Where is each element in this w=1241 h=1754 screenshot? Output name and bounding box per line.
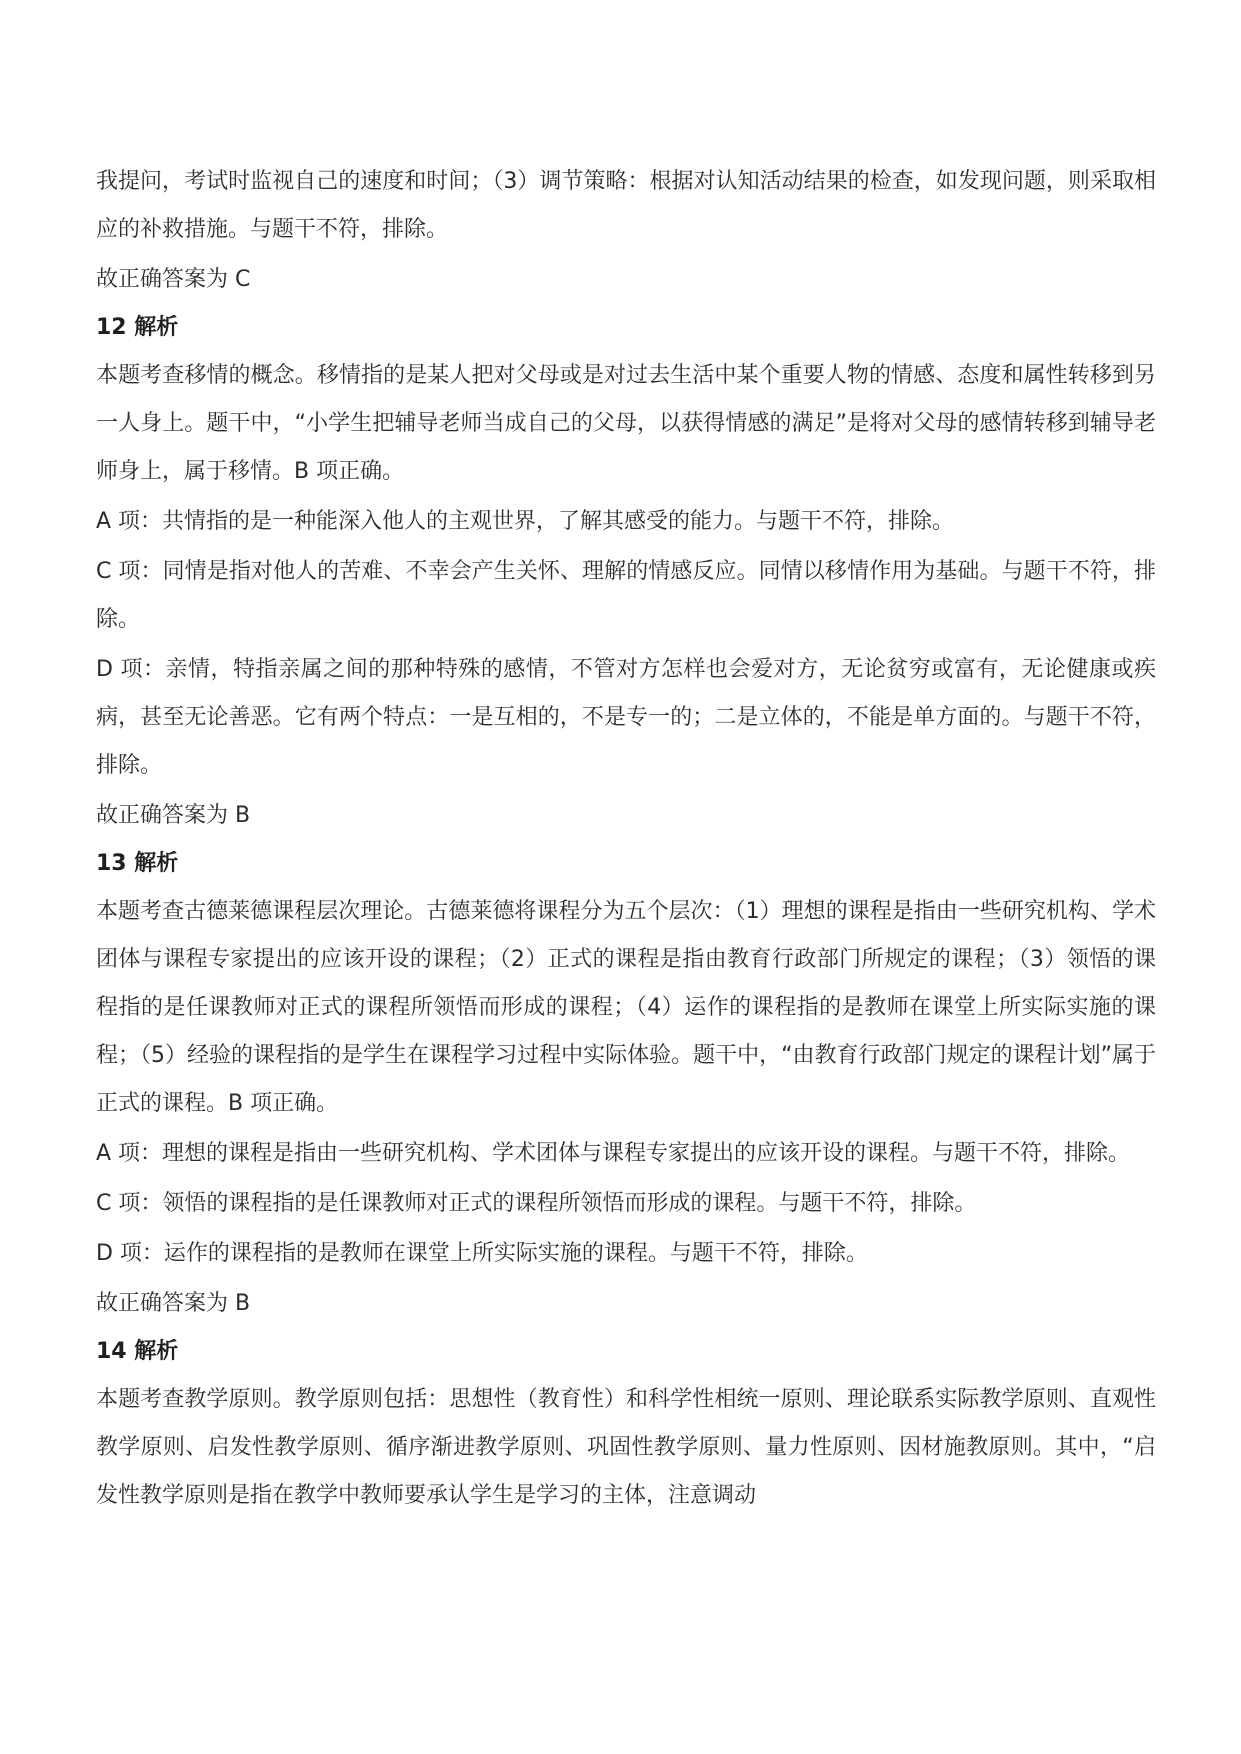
paragraph-continuation: 我提问，考试时监视自己的速度和时间；（3）调节策略：根据对认知活动结果的检查，如发现问题，则采取相应的补救措施。与题干不符，排除。 bbox=[96, 169, 1156, 242]
document-body bbox=[96, 158, 1156, 1522]
option-explanation: A 项：共情指的是一种能深入他人的主观世界，了解其感受的能力。与题干不符，排除。 bbox=[96, 509, 955, 534]
option-explanation: A 项：理想的课程是指由一些研究机构、学术团体与课程专家提出的应该开设的课程。与题干不符，排除。 bbox=[96, 1141, 1131, 1166]
answer-line: 故正确答案为 B bbox=[96, 1291, 251, 1316]
section-heading: 12 解析 bbox=[96, 315, 179, 340]
option-explanation: D 项：运作的课程指的是教师在课堂上所实际实施的课程。与题干不符，排除。 bbox=[96, 1241, 868, 1266]
paragraph: 本题考查古德莱德课程层次理论。古德莱德将课程分为五个层次：（1）理想的课程是指由一些研究机构、学术团体与课程专家提出的应该开设的课程；（2）正式的课程是指由教育行政部门所规定的课程；（3）领悟的课程指的是任课教师对正式的课程所领悟而形成的课程；（4）运作的课程指的是教师在课堂上所实际实施的课程；（5）经验的课程指的是学生在课程学习过程中实际体验。题干中，“由教育行政部门规定的课程计划”属于正式的课程。B 项正确。 bbox=[96, 899, 1156, 1116]
answer-line: 故正确答案为 C bbox=[96, 267, 251, 292]
option-explanation: C 项：同情是指对他人的苦难、不幸会产生关怀、理解的情感反应。同情以移情作用为基础。与题干不符，排除。 bbox=[96, 559, 1156, 632]
section-heading: 14 解析 bbox=[96, 1339, 179, 1364]
paragraph: 本题考查移情的概念。移情指的是某人把对父母或是对过去生活中某个重要人物的情感、态度和属性转移到另一人身上。题干中，“小学生把辅导老师当成自己的父母，以获得情感的满足”是将对父母的感情转移到辅导老师身上，属于移情。B 项正确。 bbox=[96, 363, 1156, 484]
option-explanation: D 项：亲情，特指亲属之间的那种特殊的感情，不管对方怎样也会爱对方，无论贫穷或富有，无论健康或疾病，甚至无论善恶。它有两个特点：一是互相的，不是专一的；二是立体的，不能是单方面的。与题干不符，排除。 bbox=[96, 657, 1156, 778]
paragraph: 本题考查教学原则。教学原则包括：思想性（教育性）和科学性相统一原则、理论联系实际教学原则、直观性教学原则、启发性教学原则、循序渐进教学原则、巩固性教学原则、量力性原则、因材施教原则。其中，“启发性教学原则是指在教学中教师要承认学生是学习的主体，注意调动 bbox=[96, 1387, 1156, 1508]
answer-line: 故正确答案为 B bbox=[96, 803, 251, 828]
section-heading: 13 解析 bbox=[96, 851, 179, 876]
option-explanation: C 项：领悟的课程指的是任课教师对正式的课程所领悟而形成的课程。与题干不符，排除。 bbox=[96, 1191, 977, 1216]
